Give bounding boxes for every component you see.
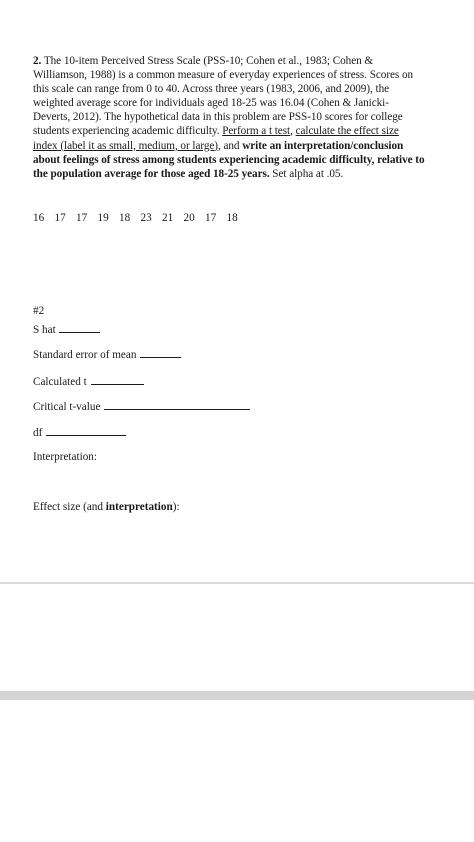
score: 18: [119, 212, 131, 224]
task-separator: ,: [290, 125, 296, 138]
alpha-statement: Set alpha at .05.: [269, 167, 344, 180]
s-hat-blank[interactable]: [59, 322, 100, 333]
score: 21: [162, 212, 174, 224]
df-label: df: [33, 427, 43, 439]
critical-t-line: [33, 399, 250, 414]
score: 19: [97, 212, 109, 224]
page-divider-top: [0, 582, 474, 584]
score: 17: [54, 212, 66, 224]
calc-t-blank[interactable]: [91, 374, 144, 385]
se-mean-blank[interactable]: [140, 347, 181, 358]
effect-size-prefix: Effect size (and: [33, 501, 106, 513]
problem-intro: The 10-item Perceived Stress Scale (PSS-10; Cohen et al., 1983; Cohen & Williamson, 1988) is a common measure of everyday experiences of stress. Scores on this scale can range from 0 to 40. Across three years (1983, 2006, and 2009), the weighted average score for individuals aged 18-25 was 16.04 (Cohen & Janicki-Deverts, 2012). The hypothetical data in this problem are PSS-10 scores for college students experiencing academic difficulty.: [33, 55, 414, 138]
problem-number: 2.: [33, 55, 42, 67]
s-hat-label: S hat: [33, 324, 56, 336]
calc-t-label: Calculated t: [33, 376, 87, 388]
effect-size-line: [33, 500, 180, 514]
critical-t-label: Critical t-value: [33, 401, 101, 413]
task-interpretation: write an interpretation/conclusion about feelings of stress among students experiencing academic difficulty, relative to the population average for those aged 18-25 years.: [33, 139, 425, 180]
score: 23: [140, 212, 152, 224]
critical-t-blank[interactable]: [104, 399, 250, 410]
se-mean-label: Standard error of mean: [33, 349, 137, 361]
s-hat-line: [33, 322, 100, 337]
score: 17: [76, 212, 88, 224]
effect-size-suffix: ):: [172, 501, 180, 513]
task-t-test: Perform a t test: [222, 125, 291, 138]
score: 17: [205, 212, 217, 224]
score: 16: [33, 212, 45, 224]
page-divider-bottom: [0, 691, 474, 700]
df-line: [33, 425, 126, 440]
task-effect-size: calculate the effect size index (label it as small, medium, or large): [33, 125, 399, 152]
scores-row: [33, 211, 248, 225]
problem-statement: [33, 54, 425, 181]
score: 18: [226, 212, 238, 224]
calc-t-line: [33, 374, 144, 389]
effect-size-bold: interpretation: [105, 501, 173, 513]
interpretation-label: Interpretation:: [33, 451, 97, 463]
score: 20: [183, 212, 195, 224]
task-and: , and: [217, 139, 243, 152]
df-blank[interactable]: [46, 425, 126, 436]
se-mean-line: [33, 347, 181, 362]
answer-heading: #2: [33, 305, 45, 317]
